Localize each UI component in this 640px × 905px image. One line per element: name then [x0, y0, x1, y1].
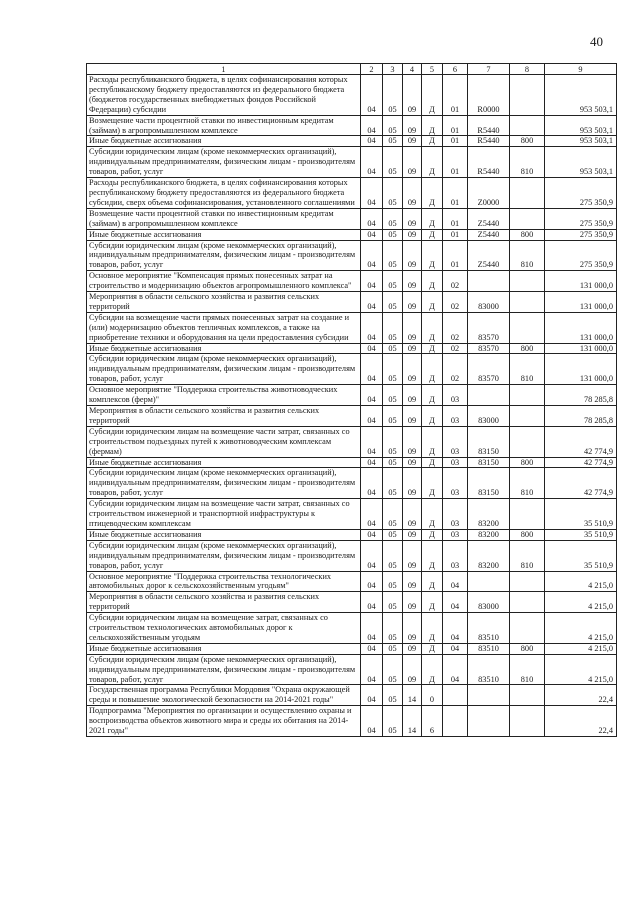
code-cell: 04 — [361, 136, 383, 147]
amount-cell: 131 000,0 — [545, 312, 617, 343]
code-cell: 09 — [403, 385, 422, 406]
code-cell: 05 — [383, 136, 403, 147]
code-cell: 04 — [443, 571, 468, 592]
code-cell: Д — [422, 312, 443, 343]
code-cell: 02 — [443, 271, 468, 292]
code-cell: 83510 — [468, 654, 510, 685]
row-name-cell: Субсидии юридическим лицам на возмещение части затрат, связанных со строительством подъездных путей к животноводческим комплексам (фермам) — [87, 426, 361, 457]
table-row — [87, 271, 617, 292]
table-row — [87, 540, 617, 571]
code-cell: Д — [422, 613, 443, 644]
table-row — [87, 706, 617, 737]
code-cell: 810 — [510, 468, 545, 499]
code-cell: Д — [422, 468, 443, 499]
table-row — [87, 75, 617, 116]
code-cell: 83000 — [468, 592, 510, 613]
amount-cell: 4 215,0 — [545, 613, 617, 644]
code-cell: 14 — [403, 706, 422, 737]
amount-cell: 953 503,1 — [545, 115, 617, 136]
table-row — [87, 240, 617, 271]
amount-cell: 275 350,9 — [545, 208, 617, 229]
code-cell — [510, 208, 545, 229]
code-cell: 09 — [403, 613, 422, 644]
code-cell — [510, 115, 545, 136]
row-name-cell: Основное мероприятие "Поддержка строительства технологических автомобильных дорог к сельскохозяйственным угодьям" — [87, 571, 361, 592]
code-cell: 04 — [361, 292, 383, 313]
row-name-cell: Субсидии юридическим лицам (кроме некоммерческих организаций), индивидуальным предпринимателям, физическим лицам - производителям товаров, работ, услуг — [87, 240, 361, 271]
row-name-cell: Возмещение части процентной ставки по инвестиционным кредитам (займам) в агропромышленном комплексе — [87, 208, 361, 229]
row-name-cell: Иные бюджетные ассигнования — [87, 643, 361, 654]
code-cell: 05 — [383, 571, 403, 592]
code-cell: 83000 — [468, 292, 510, 313]
table-row — [87, 385, 617, 406]
code-cell: 83200 — [468, 540, 510, 571]
code-cell — [468, 571, 510, 592]
code-cell — [510, 312, 545, 343]
code-cell: 01 — [443, 115, 468, 136]
table-row — [87, 571, 617, 592]
code-cell: 04 — [361, 654, 383, 685]
code-cell: 09 — [403, 115, 422, 136]
code-cell: 83570 — [468, 354, 510, 385]
table-row — [87, 406, 617, 427]
code-cell: 09 — [403, 208, 422, 229]
row-name-cell: Иные бюджетные ассигнования — [87, 136, 361, 147]
code-cell: 09 — [403, 312, 422, 343]
table-row — [87, 354, 617, 385]
table-row — [87, 147, 617, 178]
code-cell: 01 — [443, 147, 468, 178]
amount-cell: 953 503,1 — [545, 147, 617, 178]
code-cell: 02 — [443, 312, 468, 343]
amount-cell: 78 285,8 — [545, 406, 617, 427]
row-name-cell: Возмещение части процентной ставки по инвестиционным кредитам (займам) в агропромышленном комплексе — [87, 115, 361, 136]
code-cell: R5440 — [468, 136, 510, 147]
code-cell: 05 — [383, 613, 403, 644]
code-cell: 09 — [403, 136, 422, 147]
row-name-cell: Субсидии юридическим лицам (кроме некоммерческих организаций), индивидуальным предпринимателям, физическим лицам - производителям товаров, работ, услуг — [87, 354, 361, 385]
code-cell: 03 — [443, 468, 468, 499]
row-name-cell: Иные бюджетные ассигнования — [87, 343, 361, 354]
code-cell: 04 — [361, 229, 383, 240]
amount-cell: 35 510,9 — [545, 499, 617, 530]
row-name-cell: Субсидии юридическим лицам (кроме некоммерческих организаций), индивидуальным предпринимателям, физическим лицам - производителям товаров, работ, услуг — [87, 147, 361, 178]
code-cell: 01 — [443, 178, 468, 209]
code-cell: 800 — [510, 229, 545, 240]
code-cell — [510, 499, 545, 530]
code-cell: 04 — [361, 685, 383, 706]
row-name-cell: Мероприятия в области сельского хозяйства и развития сельских территорий — [87, 592, 361, 613]
code-cell: 04 — [361, 499, 383, 530]
code-cell: 04 — [361, 406, 383, 427]
code-cell: 09 — [403, 571, 422, 592]
code-cell: 01 — [443, 208, 468, 229]
code-cell: Д — [422, 406, 443, 427]
table-row — [87, 592, 617, 613]
table-row — [87, 312, 617, 343]
column-header: 9 — [545, 64, 617, 75]
code-cell: 02 — [443, 343, 468, 354]
code-cell: 09 — [403, 147, 422, 178]
code-cell: 05 — [383, 685, 403, 706]
amount-cell: 4 215,0 — [545, 654, 617, 685]
table-row — [87, 529, 617, 540]
row-name-cell: Государственная программа Республики Мордовия "Охрана окружающей среды и повышение экологической безопасности на 2014-2021 годы" — [87, 685, 361, 706]
code-cell: 800 — [510, 457, 545, 468]
code-cell: 01 — [443, 229, 468, 240]
amount-cell: 4 215,0 — [545, 643, 617, 654]
code-cell: 810 — [510, 654, 545, 685]
code-cell: 83570 — [468, 343, 510, 354]
table-row — [87, 136, 617, 147]
row-name-cell: Мероприятия в области сельского хозяйства и развития сельских территорий — [87, 292, 361, 313]
code-cell: Д — [422, 654, 443, 685]
code-cell: 83150 — [468, 468, 510, 499]
code-cell — [510, 75, 545, 116]
column-header: 4 — [403, 64, 422, 75]
code-cell: Z0000 — [468, 178, 510, 209]
code-cell: 04 — [361, 643, 383, 654]
code-cell: Д — [422, 115, 443, 136]
code-cell: 09 — [403, 229, 422, 240]
code-cell: 800 — [510, 529, 545, 540]
code-cell: 83000 — [468, 406, 510, 427]
amount-cell: 42 774,9 — [545, 426, 617, 457]
row-name-cell: Субсидии юридическим лицам (кроме некоммерческих организаций), индивидуальным предпринимателям, физическим лицам - производителям товаров, работ, услуг — [87, 540, 361, 571]
code-cell: 810 — [510, 240, 545, 271]
code-cell: 05 — [383, 240, 403, 271]
code-cell: 04 — [361, 540, 383, 571]
code-cell: 05 — [383, 292, 403, 313]
code-cell: R5440 — [468, 147, 510, 178]
amount-cell: 78 285,8 — [545, 385, 617, 406]
code-cell: 83570 — [468, 312, 510, 343]
code-cell: 02 — [443, 292, 468, 313]
code-cell: 14 — [403, 685, 422, 706]
code-cell: 05 — [383, 654, 403, 685]
code-cell: Д — [422, 457, 443, 468]
amount-cell: 131 000,0 — [545, 271, 617, 292]
code-cell: 01 — [443, 75, 468, 116]
code-cell — [510, 685, 545, 706]
code-cell: 09 — [403, 468, 422, 499]
code-cell — [510, 571, 545, 592]
row-name-cell: Субсидии юридическим лицам (кроме некоммерческих организаций), индивидуальным предпринимателям, физическим лицам - производителям товаров, работ, услуг — [87, 468, 361, 499]
code-cell: 04 — [361, 178, 383, 209]
code-cell: 09 — [403, 654, 422, 685]
code-cell: Д — [422, 178, 443, 209]
code-cell: 04 — [361, 208, 383, 229]
column-header: 3 — [383, 64, 403, 75]
column-header: 2 — [361, 64, 383, 75]
code-cell: 83150 — [468, 457, 510, 468]
code-cell — [510, 271, 545, 292]
code-cell: 810 — [510, 354, 545, 385]
code-cell: 0 — [422, 685, 443, 706]
row-name-cell: Основное мероприятие "Поддержка строительства животноводческих комплексов (ферм)" — [87, 385, 361, 406]
code-cell: Д — [422, 208, 443, 229]
table-row — [87, 643, 617, 654]
code-cell: Д — [422, 75, 443, 116]
table-row — [87, 343, 617, 354]
amount-cell: 4 215,0 — [545, 592, 617, 613]
row-name-cell: Субсидии юридическим лицам на возмещение части затрат, связанных со строительством инженерной и транспортной инфраструктуры к птицеводческим комплексам — [87, 499, 361, 530]
code-cell: 05 — [383, 529, 403, 540]
code-cell: 800 — [510, 136, 545, 147]
code-cell: Д — [422, 385, 443, 406]
code-cell: 05 — [383, 208, 403, 229]
code-cell: Д — [422, 529, 443, 540]
code-cell: 05 — [383, 147, 403, 178]
column-header: 7 — [468, 64, 510, 75]
code-cell: 05 — [383, 592, 403, 613]
code-cell: 04 — [361, 240, 383, 271]
code-cell: 04 — [361, 457, 383, 468]
amount-cell: 22,4 — [545, 706, 617, 737]
code-cell: 810 — [510, 147, 545, 178]
amount-cell: 953 503,1 — [545, 136, 617, 147]
code-cell: 03 — [443, 406, 468, 427]
code-cell: 05 — [383, 343, 403, 354]
code-cell: 05 — [383, 75, 403, 116]
code-cell: 09 — [403, 529, 422, 540]
code-cell: Д — [422, 426, 443, 457]
code-cell: 83510 — [468, 643, 510, 654]
code-cell: 09 — [403, 271, 422, 292]
code-cell: 04 — [361, 613, 383, 644]
code-cell — [443, 706, 468, 737]
code-cell: 03 — [443, 385, 468, 406]
code-cell: 09 — [403, 540, 422, 571]
amount-cell: 4 215,0 — [545, 571, 617, 592]
row-name-cell: Иные бюджетные ассигнования — [87, 529, 361, 540]
amount-cell: 275 350,9 — [545, 240, 617, 271]
code-cell: 05 — [383, 229, 403, 240]
code-cell: 02 — [443, 354, 468, 385]
code-cell — [510, 406, 545, 427]
code-cell: 800 — [510, 343, 545, 354]
code-cell: 09 — [403, 499, 422, 530]
code-cell: 09 — [403, 343, 422, 354]
code-cell: 05 — [383, 426, 403, 457]
row-name-cell: Субсидии на возмещение части прямых понесенных затрат на создание и (или) модернизацию объектов тепличных комплексов, а также на приобретение техники и оборудования на цели предоставления субсидии — [87, 312, 361, 343]
code-cell: 09 — [403, 592, 422, 613]
row-name-cell: Расходы республиканского бюджета, в целях софинансирования которых республиканскому бюджету предоставляются из федерального бюджета (бюджетов государственных внебюджетных фондов Российской Федерации) субсидии — [87, 75, 361, 116]
code-cell: 09 — [403, 457, 422, 468]
code-cell: 04 — [361, 592, 383, 613]
amount-cell: 131 000,0 — [545, 343, 617, 354]
code-cell: 04 — [443, 643, 468, 654]
code-cell: R0000 — [468, 75, 510, 116]
amount-cell: 22,4 — [545, 685, 617, 706]
code-cell: 04 — [443, 613, 468, 644]
row-name-cell: Расходы республиканского бюджета, в целях софинансирования которых республиканскому бюджету предоставляются из федерального бюджета субсидии, сверх объема софинансирования, установленного соглашениями — [87, 178, 361, 209]
code-cell: 810 — [510, 540, 545, 571]
code-cell: 04 — [361, 529, 383, 540]
code-cell: 09 — [403, 643, 422, 654]
code-cell: 04 — [361, 385, 383, 406]
code-cell: 04 — [361, 75, 383, 116]
code-cell: 03 — [443, 457, 468, 468]
code-cell: 04 — [361, 271, 383, 292]
row-name-cell: Иные бюджетные ассигнования — [87, 229, 361, 240]
page-number: 40 — [590, 34, 603, 49]
code-cell: 04 — [361, 115, 383, 136]
code-cell: 83150 — [468, 426, 510, 457]
code-cell: 09 — [403, 354, 422, 385]
code-cell: Д — [422, 540, 443, 571]
code-cell — [468, 685, 510, 706]
code-cell: 05 — [383, 457, 403, 468]
code-cell: Д — [422, 343, 443, 354]
code-cell: 04 — [361, 354, 383, 385]
code-cell: Z5440 — [468, 240, 510, 271]
code-cell: Д — [422, 147, 443, 178]
table-row — [87, 178, 617, 209]
table-header-row — [87, 64, 617, 75]
code-cell: 05 — [383, 178, 403, 209]
code-cell: 83200 — [468, 529, 510, 540]
code-cell: 04 — [361, 571, 383, 592]
code-cell: 04 — [361, 706, 383, 737]
code-cell: 05 — [383, 354, 403, 385]
column-header: 8 — [510, 64, 545, 75]
code-cell: 05 — [383, 499, 403, 530]
code-cell: 03 — [443, 529, 468, 540]
table-row — [87, 499, 617, 530]
amount-cell: 42 774,9 — [545, 457, 617, 468]
code-cell: Д — [422, 643, 443, 654]
code-cell: R5440 — [468, 115, 510, 136]
code-cell: Д — [422, 240, 443, 271]
code-cell — [468, 385, 510, 406]
row-name-cell: Субсидии юридическим лицам на возмещение затрат, связанных со строительством технологических автомобильных дорог к сельскохозяйственным угодьям — [87, 613, 361, 644]
table-row — [87, 208, 617, 229]
code-cell: 04 — [443, 654, 468, 685]
amount-cell: 42 774,9 — [545, 468, 617, 499]
code-cell: Д — [422, 592, 443, 613]
code-cell: 05 — [383, 406, 403, 427]
column-header: 1 — [87, 64, 361, 75]
amount-cell: 275 350,9 — [545, 229, 617, 240]
code-cell: Д — [422, 271, 443, 292]
code-cell: 09 — [403, 75, 422, 116]
table-row — [87, 613, 617, 644]
code-cell: 04 — [361, 468, 383, 499]
table-row — [87, 426, 617, 457]
code-cell: 6 — [422, 706, 443, 737]
amount-cell: 131 000,0 — [545, 354, 617, 385]
code-cell: Д — [422, 229, 443, 240]
code-cell: 04 — [361, 343, 383, 354]
table-row — [87, 468, 617, 499]
code-cell: 09 — [403, 406, 422, 427]
row-name-cell: Мероприятия в области сельского хозяйства и развития сельских территорий — [87, 406, 361, 427]
row-name-cell: Иные бюджетные ассигнования — [87, 457, 361, 468]
code-cell: 04 — [361, 312, 383, 343]
code-cell: 05 — [383, 540, 403, 571]
code-cell: 05 — [383, 706, 403, 737]
code-cell — [443, 685, 468, 706]
code-cell — [510, 385, 545, 406]
code-cell — [510, 613, 545, 644]
amount-cell: 35 510,9 — [545, 540, 617, 571]
budget-table — [86, 63, 617, 737]
code-cell: 04 — [361, 426, 383, 457]
code-cell: 09 — [403, 426, 422, 457]
code-cell: 05 — [383, 643, 403, 654]
code-cell: Д — [422, 354, 443, 385]
code-cell: 03 — [443, 499, 468, 530]
code-cell: 800 — [510, 643, 545, 654]
code-cell: 01 — [443, 136, 468, 147]
code-cell: Д — [422, 292, 443, 313]
code-cell: 09 — [403, 178, 422, 209]
table-row — [87, 115, 617, 136]
code-cell: Д — [422, 136, 443, 147]
amount-cell: 131 000,0 — [545, 292, 617, 313]
code-cell: 05 — [383, 385, 403, 406]
row-name-cell: Основное мероприятие "Компенсация прямых понесенных затрат на строительство и модернизацию объектов агропромышленного комплекса" — [87, 271, 361, 292]
amount-cell: 275 350,9 — [545, 178, 617, 209]
code-cell: 09 — [403, 292, 422, 313]
amount-cell: 35 510,9 — [545, 529, 617, 540]
code-cell: Z5440 — [468, 229, 510, 240]
code-cell: 83510 — [468, 613, 510, 644]
code-cell: 03 — [443, 540, 468, 571]
column-header: 5 — [422, 64, 443, 75]
table-row — [87, 457, 617, 468]
table-row — [87, 292, 617, 313]
code-cell: 05 — [383, 271, 403, 292]
code-cell: 09 — [403, 240, 422, 271]
code-cell: 05 — [383, 312, 403, 343]
table-row — [87, 229, 617, 240]
code-cell: 04 — [443, 592, 468, 613]
code-cell — [468, 271, 510, 292]
code-cell: 05 — [383, 115, 403, 136]
code-cell — [510, 592, 545, 613]
table-row — [87, 685, 617, 706]
row-name-cell: Подпрограмма "Мероприятия по организации и осуществлению охраны и воспроизводства объектов животного мира и среды их обитания на 2014-2021 годы" — [87, 706, 361, 737]
code-cell: 83200 — [468, 499, 510, 530]
code-cell — [510, 706, 545, 737]
code-cell: 04 — [361, 147, 383, 178]
code-cell — [510, 292, 545, 313]
code-cell: 01 — [443, 240, 468, 271]
code-cell: 03 — [443, 426, 468, 457]
code-cell: Z5440 — [468, 208, 510, 229]
column-header: 6 — [443, 64, 468, 75]
row-name-cell: Субсидии юридическим лицам (кроме некоммерческих организаций), индивидуальным предпринимателям, физическим лицам - производителям товаров, работ, услуг — [87, 654, 361, 685]
code-cell: Д — [422, 499, 443, 530]
amount-cell: 953 503,1 — [545, 75, 617, 116]
code-cell: Д — [422, 571, 443, 592]
code-cell — [510, 178, 545, 209]
code-cell — [510, 426, 545, 457]
code-cell: 05 — [383, 468, 403, 499]
table-row — [87, 654, 617, 685]
code-cell — [468, 706, 510, 737]
